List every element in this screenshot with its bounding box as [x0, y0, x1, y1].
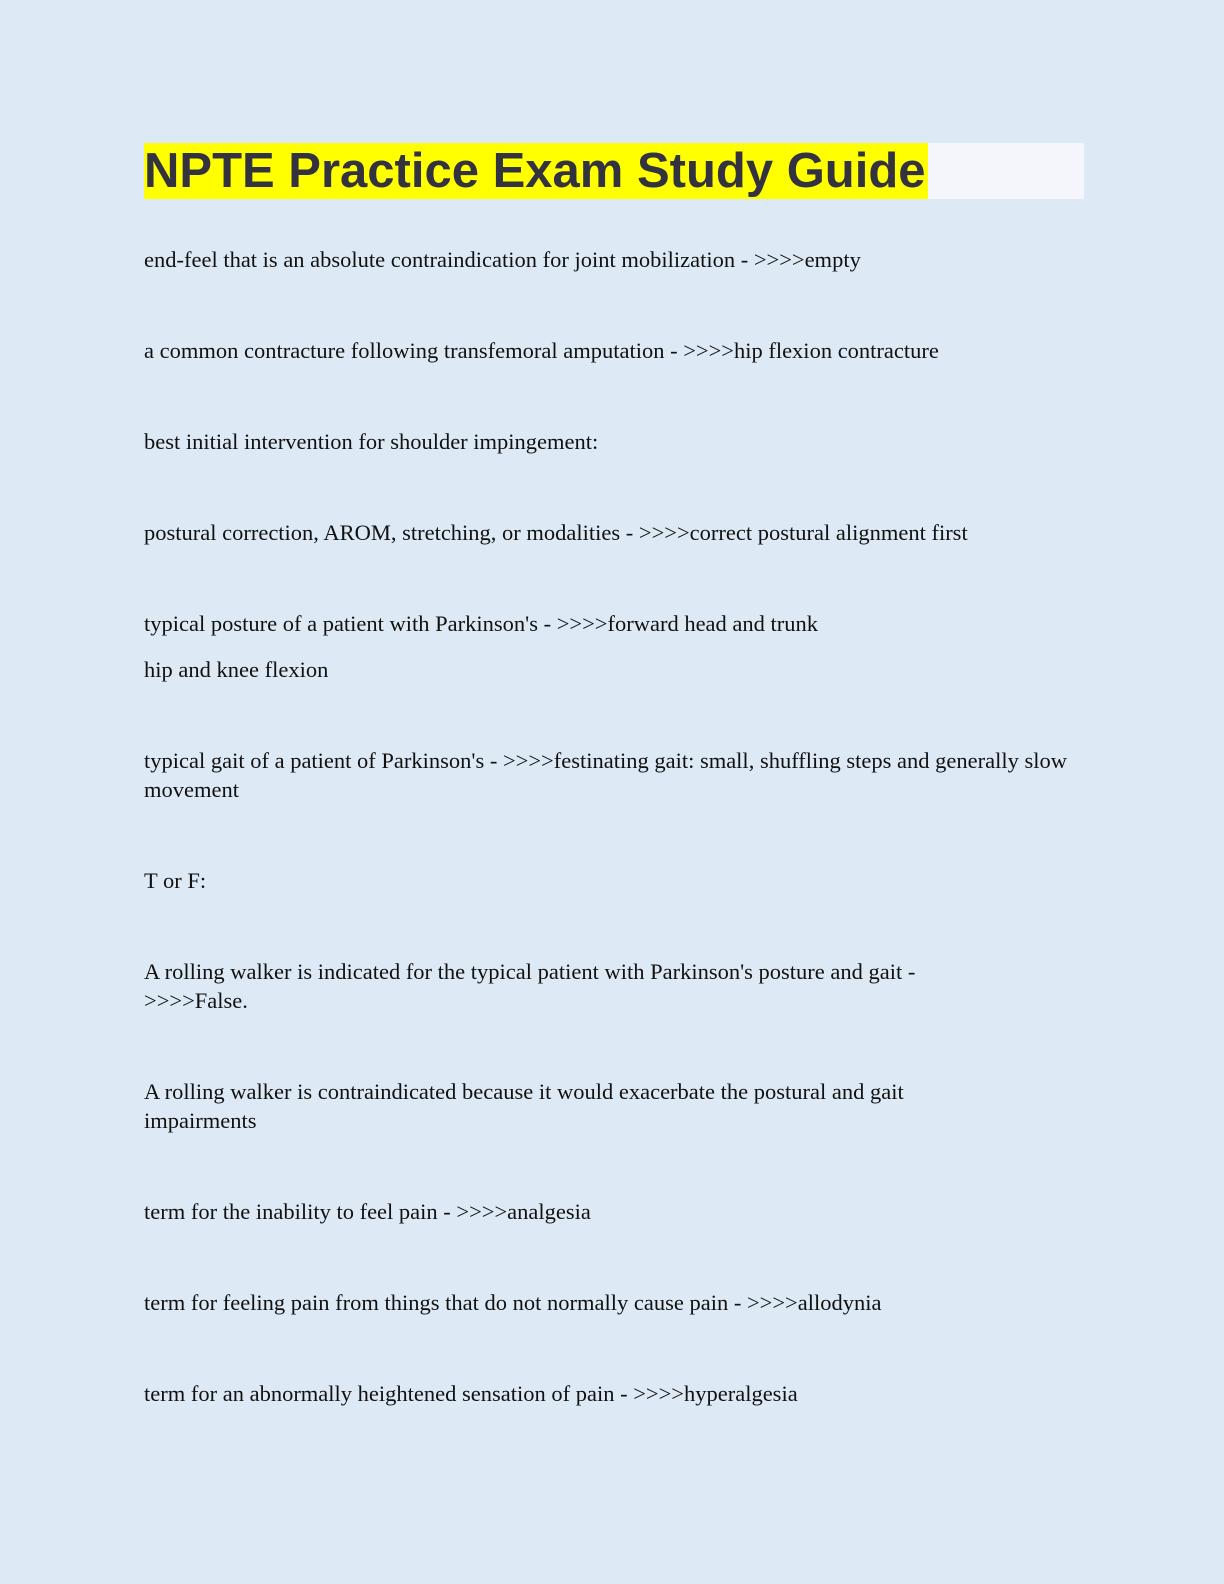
- qa-line-2: a common contracture following transfemoral amputation - >>>>hip flexion contracture: [144, 338, 939, 363]
- qa-line-7: typical gait of a patient of Parkinson's - >>>>festinating gait: small, shuffling steps and generally slow movement: [144, 748, 1067, 802]
- qa-line-8: T or F:: [144, 868, 207, 893]
- document-title: NPTE Practice Exam Study Guide: [144, 144, 926, 198]
- qa-line-4: postural correction, AROM, stretching, or modalities - >>>>correct postural alignment first: [144, 520, 968, 545]
- qa-line-6: hip and knee flexion: [144, 657, 329, 682]
- qa-line-1: end-feel that is an absolute contraindication for joint mobilization - >>>>empty: [144, 247, 861, 272]
- qa-line-10: A rolling walker is contraindicated because it would exacerbate the postural and gait impairments: [144, 1079, 904, 1133]
- qa-line-3: best initial intervention for shoulder impingement:: [144, 429, 599, 454]
- qa-line-5: typical posture of a patient with Parkinson's - >>>>forward head and trunk: [144, 611, 819, 636]
- qa-line-11: term for the inability to feel pain - >>>>analgesia: [144, 1199, 591, 1224]
- qa-line-9: A rolling walker is indicated for the typical patient with Parkinson's posture and gait - >>>>False.: [144, 959, 916, 1013]
- qa-line-12: term for feeling pain from things that do not normally cause pain - >>>>allodynia: [144, 1290, 882, 1315]
- qa-line-13: term for an abnormally heightened sensation of pain - >>>>hyperalgesia: [144, 1381, 798, 1406]
